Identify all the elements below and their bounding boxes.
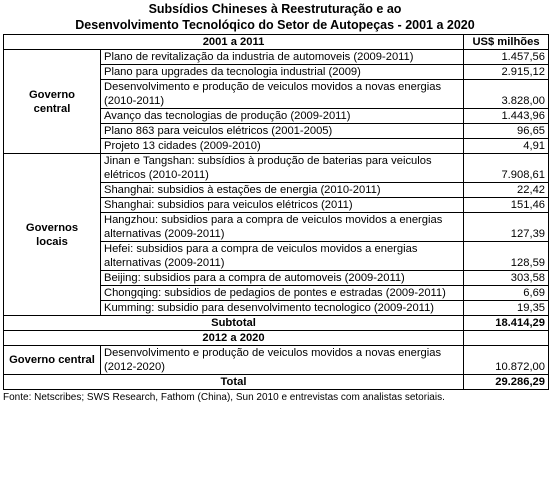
row-description: Beijing: subsidios para a compra de automoveis (2009-2011) [101, 271, 464, 286]
header-row [4, 35, 549, 50]
period-header-blank [464, 331, 549, 346]
row-description: Jinan e Tangshan: subsídios à produção de baterias para veiculos elétricos (2010-2011) [101, 154, 464, 183]
row-value: 7.908,61 [464, 154, 549, 183]
row-value: 19,35 [464, 301, 549, 316]
total-label: Total [4, 375, 464, 390]
row-value: 3.828,00 [464, 80, 549, 109]
title-line-1: Subsídios Chineses à Reestruturação e ao [148, 2, 402, 16]
row-value: 1.457,56 [464, 50, 549, 65]
row-value: 1.443,96 [464, 109, 549, 124]
page-title [0, 0, 550, 34]
row-value: 2.915,12 [464, 65, 549, 80]
group-label-local: Governos locais [4, 154, 101, 316]
row-description: Plano para upgrades da tecnologia industrial (2009) [101, 65, 464, 80]
row-description: Desenvolvimento e produção de veiculos movidos a novas energias (2012-2020) [101, 346, 464, 375]
row-value: 151,46 [464, 198, 549, 213]
row-description: Hefei: subsidios para a compra de veiculos movidos a energias alternativas (2009-2011) [101, 242, 464, 271]
value-header: US$ milhões [464, 35, 549, 50]
subsidies-table [3, 34, 549, 390]
table-row [4, 346, 549, 375]
row-description: Desenvolvimento e produção de veiculos movidos a novas energias (2010-2011) [101, 80, 464, 109]
period-header-row-2012-2020 [4, 331, 549, 346]
row-value: 6,69 [464, 286, 549, 301]
row-description: Shanghai: subsidios à estações de energia (2010-2011) [101, 183, 464, 198]
row-description: Shanghai: subsidios para veiculos elétricos (2011) [101, 198, 464, 213]
row-value: 22,42 [464, 183, 549, 198]
subtotal-row [4, 316, 549, 331]
table-row [4, 50, 549, 65]
group-label-central-2012: Governo central [4, 346, 101, 375]
row-value: 128,59 [464, 242, 549, 271]
table-row [4, 154, 549, 183]
row-description: Hangzhou: subsidios para a compra de veiculos movidos a energias alternativas (2009-2011) [101, 213, 464, 242]
row-value: 96,65 [464, 124, 549, 139]
row-description: Kumming: subsidio para desenvolvimento tecnologico (2009-2011) [101, 301, 464, 316]
row-description: Plano 863 para veiculos elétricos (2001-2005) [101, 124, 464, 139]
row-value: 127,39 [464, 213, 549, 242]
title-line-2: Desenvolvimento Tecnolóqico do Setor de Autopeças - 2001 a 2020 [75, 18, 475, 32]
subtotal-label: Subtotal [4, 316, 464, 331]
row-value: 4,91 [464, 139, 549, 154]
group-label-central: Governo central [4, 50, 101, 154]
row-description: Plano de revitalização da industria de automoveis (2009-2011) [101, 50, 464, 65]
row-description: Chongqing: subsidios de pedagios de pontes e estradas (2009-2011) [101, 286, 464, 301]
source-note: Fonte: Netscribes; SWS Research, Fathom (China), Sun 2010 e entrevistas com analistas setoriais. [3, 392, 445, 403]
row-description: Projeto 13 cidades (2009-2010) [101, 139, 464, 154]
subtotal-value: 18.414,29 [464, 316, 549, 331]
row-value: 10.872,00 [464, 346, 549, 375]
total-row [4, 375, 549, 390]
row-description: Avanço das tecnologias de produção (2009-2011) [101, 109, 464, 124]
period-header-2001-2011: 2001 a 2011 [4, 35, 464, 50]
row-value: 303,58 [464, 271, 549, 286]
total-value: 29.286,29 [464, 375, 549, 390]
period-header-2012-2020: 2012 a 2020 [4, 331, 464, 346]
